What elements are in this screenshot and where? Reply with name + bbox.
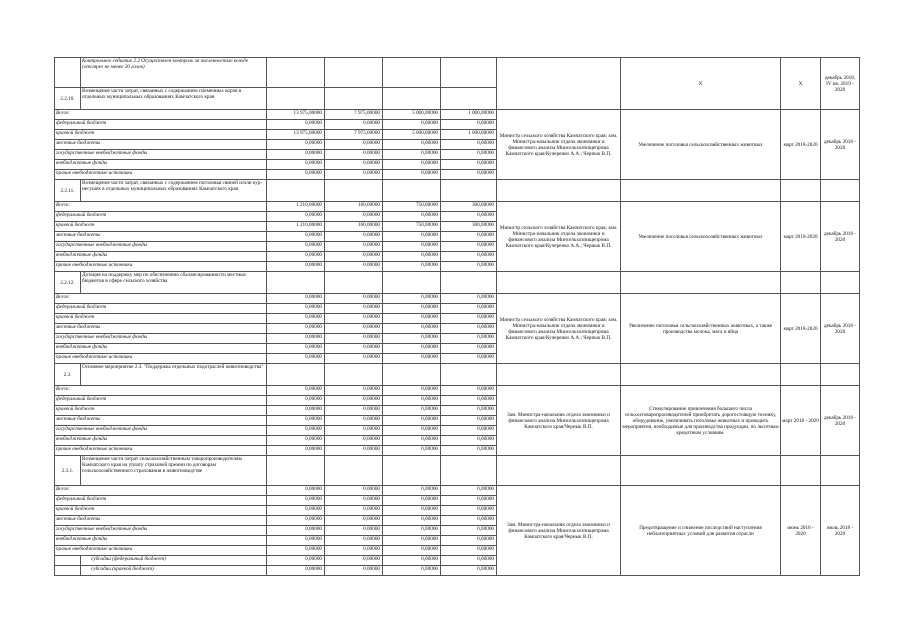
funding-source-label: государственные внебюджетные фонды xyxy=(55,334,267,344)
empty-cell xyxy=(621,180,781,202)
funding-source-label: государственные внебюджетные фонды xyxy=(55,150,267,160)
amount-cell: 5 000,00000 xyxy=(383,110,441,120)
amount-cell: 0,00000 xyxy=(325,546,383,556)
amount-cell: 0,00000 xyxy=(441,334,497,344)
funding-row xyxy=(55,486,860,496)
amount-cell: 0,00000 xyxy=(267,344,325,354)
section-title: Основное мероприятие 2.3. "Поддержка отдельных подотраслей животноводства" xyxy=(81,364,267,386)
amount-cell: 0,00000 xyxy=(441,396,497,406)
empty-cell xyxy=(497,180,621,202)
amount-cell: 0,00000 xyxy=(267,416,325,426)
amount-cell: 0,00000 xyxy=(383,232,441,242)
amount-cell: 750,00000 xyxy=(383,202,441,212)
funding-source-label: местные бюджеты xyxy=(55,324,267,334)
funding-source-label: краевой бюджет xyxy=(55,506,267,516)
empty-cell xyxy=(621,364,781,386)
empty-cell xyxy=(781,456,821,486)
funding-row xyxy=(55,386,860,396)
amount-cell: 0,00000 xyxy=(267,140,325,150)
funding-source-label: краевой бюджет xyxy=(55,130,267,140)
amount-cell: 0,00000 xyxy=(325,486,383,496)
empty-cell xyxy=(267,88,325,110)
end-date-cell: декабрь 2018 - 2020 xyxy=(821,202,860,272)
amount-cell: 0,00000 xyxy=(441,160,497,170)
amount-cell: 0,00000 xyxy=(383,120,441,130)
section-header-row xyxy=(55,58,860,88)
period-cell: март 2018-2020 xyxy=(781,110,821,180)
amount-cell: 0,00000 xyxy=(441,506,497,516)
amount-cell: 0,00000 xyxy=(441,566,497,576)
amount-cell: 0,00000 xyxy=(383,334,441,344)
funding-source-label: Всего: xyxy=(55,386,267,396)
funding-source-label: прочие внебюджетные источники xyxy=(55,446,267,456)
amount-cell: 0,00000 xyxy=(325,386,383,396)
funding-row xyxy=(55,110,860,120)
amount-cell: 0,00000 xyxy=(325,406,383,416)
amount-cell: 0,00000 xyxy=(383,386,441,396)
section-header-row xyxy=(55,364,860,386)
empty-cell xyxy=(325,88,383,110)
empty-cell xyxy=(821,180,860,202)
section-number: 2.2.12. xyxy=(55,272,81,294)
amount-cell: 0,00000 xyxy=(267,242,325,252)
amount-cell: 0,00000 xyxy=(441,170,497,180)
section-title: Контрольное событие 2.2 Осуществлен контроль за численностью козоде (отстрел не менее 20 голов) xyxy=(81,58,267,88)
amount-cell: 0,00000 xyxy=(325,242,383,252)
amount-cell: 0,00000 xyxy=(325,170,383,180)
amount-cell: 0,00000 xyxy=(325,516,383,526)
funding-row xyxy=(55,294,860,304)
amount-cell: 0,00000 xyxy=(325,536,383,546)
amount-cell: 0,00000 xyxy=(267,294,325,304)
amount-cell: 1 000,00000 xyxy=(441,130,497,140)
funding-source-label: внебюджетные фонды xyxy=(55,160,267,170)
amount-cell: 0,00000 xyxy=(383,294,441,304)
amount-cell: 0,00000 xyxy=(267,120,325,130)
result-cell: Увеличение поголовья сельскохозяйственных животных xyxy=(621,110,781,180)
amount-cell: 160,00000 xyxy=(325,202,383,212)
section-title: Возмещение части затрат сельскохозяйственным товаропроизводителям Камчатского края на уплату страховой премии по договорам сельскохозяйственного страхования в животноводстве xyxy=(81,456,267,486)
amount-cell: 0,00000 xyxy=(383,212,441,222)
empty-cell xyxy=(821,456,860,486)
amount-cell: 0,00000 xyxy=(441,446,497,456)
amount-cell: 0,00000 xyxy=(441,426,497,436)
amount-cell: 0,00000 xyxy=(441,232,497,242)
amount-cell: 0,00000 xyxy=(441,526,497,536)
amount-cell: 0,00000 xyxy=(383,536,441,546)
empty-cell xyxy=(325,364,383,386)
header-result: Х xyxy=(621,58,781,110)
amount-cell: 0,00000 xyxy=(267,304,325,314)
amount-cell: 0,00000 xyxy=(383,416,441,426)
funding-source-label: местные бюджеты xyxy=(55,516,267,526)
amount-cell: 0,00000 xyxy=(441,344,497,354)
amount-cell: 0,00000 xyxy=(383,314,441,324)
amount-cell: 0,00000 xyxy=(325,262,383,272)
funding-source-label: местные бюджеты xyxy=(55,416,267,426)
amount-cell: 0,00000 xyxy=(441,354,497,364)
funding-source-label: государственные внебюджетные фонды xyxy=(55,242,267,252)
amount-cell: 5 000,00000 xyxy=(383,130,441,140)
section-number: 2.2.11. xyxy=(55,180,81,202)
amount-cell: 0,00000 xyxy=(383,516,441,526)
empty-cell xyxy=(325,456,383,486)
empty-cell xyxy=(383,364,441,386)
amount-cell: 0,00000 xyxy=(383,506,441,516)
section-title: Дотация на поддержку мер по обеспечению сбалансированности местных бюджетов в сфере сельского хозяйства xyxy=(81,272,267,294)
amount-cell: 0,00000 xyxy=(383,160,441,170)
amount-cell: 0,00000 xyxy=(267,396,325,406)
funding-source-label: федеральный бюджет xyxy=(55,120,267,130)
executor-cell: Зам. Министра-начальник отдела экономики и финансового анализа Минсельхозпищепрома Камчатского края/Чернык В.П. xyxy=(497,486,621,576)
section-header-row xyxy=(55,180,860,202)
empty-cell xyxy=(383,88,441,110)
amount-cell: 1 000,00000 xyxy=(441,110,497,120)
end-date-cell: декабрь 2018 - 2020 xyxy=(821,294,860,364)
amount-cell: 0,00000 xyxy=(267,386,325,396)
funding-source-label: прочие внебюджетные источники xyxy=(55,354,267,364)
amount-cell: 0,00000 xyxy=(383,526,441,536)
section-number: 2.3. xyxy=(55,364,81,386)
amount-cell: 0,00000 xyxy=(267,506,325,516)
amount-cell: 0,00000 xyxy=(325,566,383,576)
amount-cell: 0,00000 xyxy=(267,546,325,556)
amount-cell: 0,00000 xyxy=(383,406,441,416)
amount-cell: 0,00000 xyxy=(441,304,497,314)
amount-cell: 0,00000 xyxy=(383,150,441,160)
executor-cell: Министр сельского хозяйства Камчатского края; зам. Министра-начальник отдела экономики и финансового анализа Минсельхозпищепрома Камчатского края/Кучеренко А.А.; Чернык В.П. xyxy=(497,294,621,364)
section-number: 2.2.10. xyxy=(55,88,81,110)
empty-cell xyxy=(781,272,821,294)
empty-cell xyxy=(267,180,325,202)
section-title: Возмещение части затрат, связанных с содержанием поголовья свиней и/или кур-несушек в отдельных муниципальных образованиях Камчатского края xyxy=(81,180,267,202)
empty-cell xyxy=(821,272,860,294)
result-cell: Стимулирование привлечения большего числа сельхозтоваропроизводителей приобретать дорогостоящую технику, оборудование, увеличивать поголовье животных и проводить мероприятия, необходимые для производства продукции, по льготным кредитным условиям. xyxy=(621,386,781,456)
amount-cell: 0,00000 xyxy=(325,556,383,566)
amount-cell: 0,00000 xyxy=(441,314,497,324)
amount-cell: 0,00000 xyxy=(267,262,325,272)
amount-cell: 0,00000 xyxy=(441,324,497,334)
empty-cell xyxy=(383,180,441,202)
amount-cell: 0,00000 xyxy=(383,546,441,556)
amount-cell: 0,00000 xyxy=(267,354,325,364)
amount-cell: 0,00000 xyxy=(267,170,325,180)
amount-cell: 0,00000 xyxy=(383,446,441,456)
empty-cell xyxy=(441,272,497,294)
amount-cell: 0,00000 xyxy=(383,170,441,180)
empty-cell xyxy=(441,88,497,110)
amount-cell: 0,00000 xyxy=(267,536,325,546)
amount-cell: 0,00000 xyxy=(441,546,497,556)
result-cell: Увеличение поголовья сельскохозяйственных животных xyxy=(621,202,781,272)
amount-cell: 0,00000 xyxy=(441,294,497,304)
amount-cell: 0,00000 xyxy=(325,120,383,130)
empty-cell xyxy=(621,272,781,294)
period-cell: март 2018 - 2020 xyxy=(781,386,821,456)
amount-cell: 0,00000 xyxy=(267,496,325,506)
amount-cell: 0,00000 xyxy=(325,150,383,160)
amount-cell: 0,00000 xyxy=(325,232,383,242)
empty-cell xyxy=(325,272,383,294)
amount-cell: 0,00000 xyxy=(383,242,441,252)
funding-source-label: федеральный бюджет xyxy=(55,396,267,406)
header-period: Х xyxy=(781,58,821,110)
header-end: декабрь 2018, IV кв. 2019 - 2020 xyxy=(821,58,860,110)
amount-cell: 7 975,00000 xyxy=(325,130,383,140)
amount-cell: 0,00000 xyxy=(325,526,383,536)
amount-cell: 0,00000 xyxy=(325,416,383,426)
funding-source-label: Всего: xyxy=(55,110,267,120)
empty-cell xyxy=(325,180,383,202)
document-page xyxy=(54,57,859,576)
amount-cell: 0,00000 xyxy=(325,160,383,170)
executor-cell: Зам. Министра-начальник отдела экономики и финансового анализа Минсельхозпищепрома Камчатского края/Чернык В.П. xyxy=(497,386,621,456)
empty-cell xyxy=(497,272,621,294)
end-date-cell: декабрь 2018 - 2020 xyxy=(821,110,860,180)
period-cell: март 2018-2020 xyxy=(781,202,821,272)
amount-cell: 0,00000 xyxy=(267,516,325,526)
empty-cell xyxy=(325,58,383,88)
amount-cell: 0,00000 xyxy=(267,334,325,344)
amount-cell: 0,00000 xyxy=(383,354,441,364)
amount-cell: 0,00000 xyxy=(383,566,441,576)
funding-source-label: субсидии (федеральный бюджет) xyxy=(81,556,267,566)
program-table xyxy=(54,57,860,576)
amount-cell: 0,00000 xyxy=(441,486,497,496)
amount-cell: 0,00000 xyxy=(441,496,497,506)
amount-cell: 160,00000 xyxy=(325,222,383,232)
funding-source-label: государственные внебюджетные фонды xyxy=(55,526,267,536)
amount-cell: 0,00000 xyxy=(325,304,383,314)
amount-cell: 0,00000 xyxy=(267,324,325,334)
empty-cell xyxy=(267,364,325,386)
amount-cell: 0,00000 xyxy=(325,212,383,222)
amount-cell: 0,00000 xyxy=(383,486,441,496)
amount-cell: 0,00000 xyxy=(441,556,497,566)
amount-cell: 0,00000 xyxy=(325,314,383,324)
amount-cell: 0,00000 xyxy=(441,212,497,222)
funding-source-label: прочие внебюджетные источники xyxy=(55,170,267,180)
amount-cell: 0,00000 xyxy=(383,344,441,354)
amount-cell: 0,00000 xyxy=(325,140,383,150)
amount-cell: 0,00000 xyxy=(267,160,325,170)
empty-cell xyxy=(497,364,621,386)
empty-cell xyxy=(621,456,781,486)
empty-cell xyxy=(781,364,821,386)
amount-cell: 0,00000 xyxy=(383,304,441,314)
amount-cell: 0,00000 xyxy=(267,212,325,222)
amount-cell: 0,00000 xyxy=(267,486,325,496)
funding-source-label: прочие внебюджетные источники xyxy=(55,262,267,272)
funding-source-label: внебюджетные фонды xyxy=(55,344,267,354)
empty-cell xyxy=(497,58,621,110)
amount-cell: 0,00000 xyxy=(441,416,497,426)
amount-cell: 0,00000 xyxy=(267,150,325,160)
empty-cell xyxy=(383,272,441,294)
empty-cell xyxy=(441,364,497,386)
executor-cell: Министр сельского хозяйства Камчатского края, зам. Министра-начальник отдела экономики и финансового анализа Минсельхозпищепрома Камчатского края/Кучеренко А.А.; Чернык В.П. xyxy=(497,202,621,272)
amount-cell: 0,00000 xyxy=(267,314,325,324)
result-cell: Увеличение поголовья сельскохозяйственных животных, а также производства молока, мяса и яйца xyxy=(621,294,781,364)
amount-cell: 0,00000 xyxy=(441,150,497,160)
funding-source-label: прочие внебюджетные источники xyxy=(55,546,267,556)
amount-cell: 0,00000 xyxy=(383,496,441,506)
empty-cell xyxy=(821,364,860,386)
amount-cell: 0,00000 xyxy=(325,354,383,364)
empty-cell xyxy=(267,272,325,294)
empty-cell xyxy=(383,58,441,88)
amount-cell: 0,00000 xyxy=(325,396,383,406)
funding-source-label: федеральный бюджет xyxy=(55,304,267,314)
amount-cell: 1 210,00000 xyxy=(267,222,325,232)
amount-cell: 0,00000 xyxy=(441,140,497,150)
funding-source-label: краевой бюджет xyxy=(55,314,267,324)
amount-cell: 0,00000 xyxy=(325,334,383,344)
amount-cell: 0,00000 xyxy=(441,120,497,130)
funding-source-label: внебюджетные фонды xyxy=(55,436,267,446)
section-title: Возмещение части затрат, связанных с содержанием племенных коров в отдельных муниципальных образованиях Камчатского края xyxy=(81,88,267,110)
amount-cell: 0,00000 xyxy=(383,140,441,150)
amount-cell: 0,00000 xyxy=(267,446,325,456)
amount-cell: 0,00000 xyxy=(267,232,325,242)
amount-cell: 0,00000 xyxy=(325,324,383,334)
section-header-row xyxy=(55,272,860,294)
amount-cell: 0,00000 xyxy=(325,252,383,262)
amount-cell: 0,00000 xyxy=(441,242,497,252)
amount-cell: 0,00000 xyxy=(383,262,441,272)
amount-cell: 13 975,00000 xyxy=(267,130,325,140)
amount-cell: 0,00000 xyxy=(325,436,383,446)
amount-cell: 0,00000 xyxy=(441,262,497,272)
funding-source-label: внебюджетные фонды xyxy=(55,252,267,262)
amount-cell: 0,00000 xyxy=(267,556,325,566)
amount-cell: 0,00000 xyxy=(383,324,441,334)
funding-source-label: государственные внебюджетные фонды xyxy=(55,426,267,436)
amount-cell: 0,00000 xyxy=(267,436,325,446)
empty-cell xyxy=(441,58,497,88)
funding-source-label: Всего: xyxy=(55,202,267,212)
amount-cell: 0,00000 xyxy=(441,536,497,546)
section-header-row xyxy=(55,456,860,486)
funding-source-label: краевой бюджет xyxy=(55,406,267,416)
executor-cell: Министр сельского хозяйства Камчатского края; зам. Министра-начальник отдела экономики и финансового анализа Минсельхозпищепрома Камчатского края/Кучеренко А.А.; Чернык В.П. xyxy=(497,110,621,180)
end-date-cell: июль 2018 - 2020 xyxy=(821,486,860,576)
funding-source-label: федеральный бюджет xyxy=(55,212,267,222)
amount-cell: 750,00000 xyxy=(383,222,441,232)
amount-cell: 0,00000 xyxy=(267,426,325,436)
amount-cell: 0,00000 xyxy=(267,566,325,576)
amount-cell: 0,00000 xyxy=(325,446,383,456)
funding-source-label: субсидии (краевой бюджет) xyxy=(81,566,267,576)
amount-cell: 0,00000 xyxy=(383,252,441,262)
empty-cell xyxy=(441,180,497,202)
amount-cell: 0,00000 xyxy=(383,396,441,406)
amount-cell: 0,00000 xyxy=(441,252,497,262)
funding-source-label: федеральный бюджет xyxy=(55,496,267,506)
amount-cell: 0,00000 xyxy=(325,506,383,516)
amount-cell: 0,00000 xyxy=(325,294,383,304)
funding-row xyxy=(55,202,860,212)
amount-cell: 0,00000 xyxy=(267,526,325,536)
funding-source-label: краевой бюджет xyxy=(55,222,267,232)
empty-cell xyxy=(781,180,821,202)
amount-cell: 0,00000 xyxy=(441,516,497,526)
amount-cell: 0,00000 xyxy=(441,436,497,446)
funding-source-label: местные бюджеты xyxy=(55,232,267,242)
empty-cell xyxy=(267,58,325,88)
amount-cell: 300,00000 xyxy=(441,222,497,232)
amount-cell: 7 975,00000 xyxy=(325,110,383,120)
funding-source-label: местные бюджеты xyxy=(55,140,267,150)
period-cell: март 2018-2020 xyxy=(781,294,821,364)
amount-cell: 300,00000 xyxy=(441,202,497,212)
amount-cell: 0,00000 xyxy=(383,426,441,436)
funding-source-label: Всего: xyxy=(55,486,267,496)
empty-cell xyxy=(267,456,325,486)
amount-cell: 0,00000 xyxy=(325,496,383,506)
amount-cell: 0,00000 xyxy=(267,406,325,416)
amount-cell: 0,00000 xyxy=(267,252,325,262)
section-number xyxy=(55,58,81,88)
empty-cell xyxy=(383,456,441,486)
funding-source-label: Всего: xyxy=(55,294,267,304)
end-date-cell: декабрь 2018 - 2020 xyxy=(821,386,860,456)
amount-cell: 13 975,00000 xyxy=(267,110,325,120)
empty-cell xyxy=(55,566,81,576)
amount-cell: 0,00000 xyxy=(325,344,383,354)
amount-cell: 0,00000 xyxy=(441,386,497,396)
result-cell: Предотвращение и снижение последствий наступления неблагоприятных условий для развития отрасли xyxy=(621,486,781,576)
amount-cell: 0,00000 xyxy=(383,556,441,566)
amount-cell: 0,00000 xyxy=(383,436,441,446)
empty-cell xyxy=(497,456,621,486)
amount-cell: 1 210,00000 xyxy=(267,202,325,212)
section-number: 2.3.1. xyxy=(55,456,81,486)
empty-cell xyxy=(55,556,81,566)
funding-source-label: внебюджетные фонды xyxy=(55,536,267,546)
empty-cell xyxy=(441,456,497,486)
amount-cell: 0,00000 xyxy=(325,426,383,436)
amount-cell: 0,00000 xyxy=(441,406,497,416)
period-cell: июнь 2018 - 2020 xyxy=(781,486,821,576)
